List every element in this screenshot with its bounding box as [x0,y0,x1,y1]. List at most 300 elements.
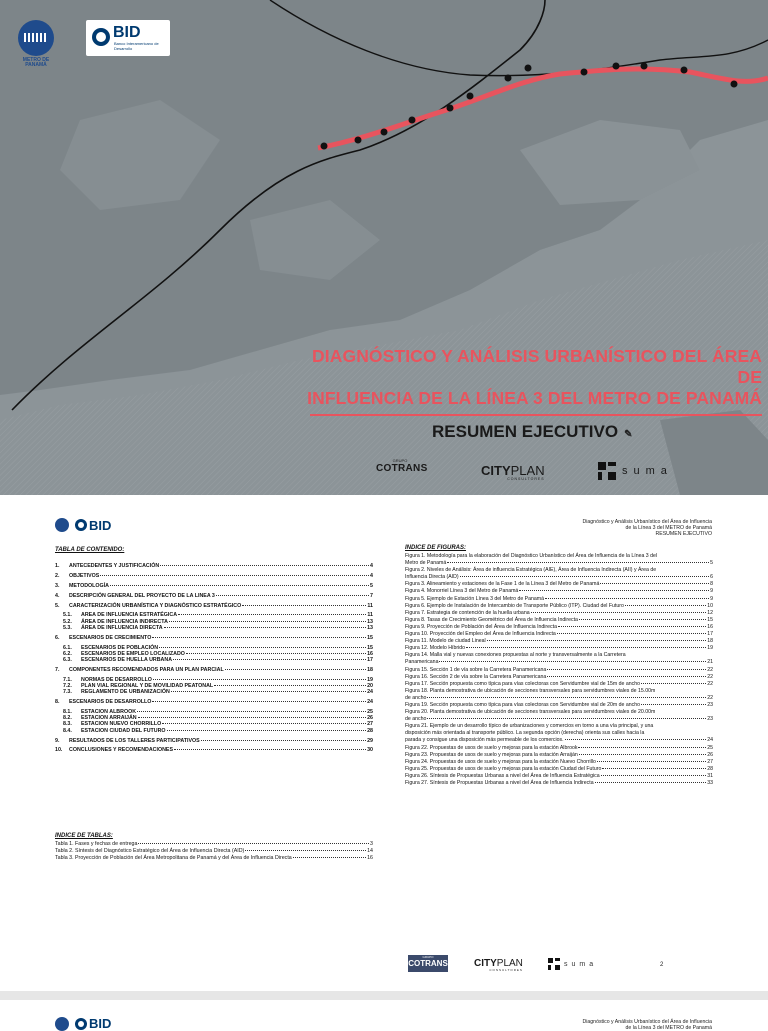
cover-page [0,0,768,495]
figure-entry-label: Figura 16. Sección 2 de vía sobre la Carretera Panamericana [405,673,547,680]
toc-leader-dots [171,691,366,692]
toc-leader-dots [100,575,369,576]
figure-entry-last-line [405,695,713,702]
metro-logo-text: METRO DE PANAMÁ [22,57,50,69]
toc-entry-number: 2. [55,572,60,579]
figure-entry [405,773,713,780]
figure-entry-label: Metro de Panamá [405,560,447,567]
toc-entry-number: 6.1. [63,644,72,651]
figure-entry-label: Figura 7. Estrategia de contención de la huella urbana [405,609,530,616]
toc-entry-label: CARACTERIZACIÓN URBANÍSTICA Y DIAGNÓSTICO ESTRATÉGICO [69,602,242,609]
toc-entry-label: ESTACION ARRAIJÁN [81,715,137,722]
toc-leader-dots [186,653,366,654]
figure-leader-dots [565,739,707,740]
toc-entry-number: 5.1. [63,612,72,619]
cotrans-name: COTRANS [408,959,448,968]
toc-entry-page: 5 [370,582,373,589]
figure-leader-dots [558,626,706,627]
table-entry-label: Tabla 2. Síntesis del Diagnóstico Estratégico del Área de Influencia Directa (AID) [55,848,245,854]
figure-leader-dots [427,697,706,698]
figure-entry [405,674,713,681]
contents-page [0,495,768,991]
figure-entry-last-line [405,631,713,638]
toc-entry-label: ESTACION ALBROOK [81,709,137,716]
cotrans-logo [376,458,428,474]
table-index [55,833,373,862]
figure-leader-dots [447,562,709,563]
figure-entry-last-line [405,773,713,780]
toc-entry-number: 6. [55,634,60,641]
table-entry [55,841,373,848]
figure-leader-dots [597,761,706,762]
toc-entry-page: 11 [367,602,373,609]
figure-entry [405,709,713,723]
figure-entry-page: 10 [707,602,713,609]
toc-entry-label: ÁREA DE INFLUENCIA DIRECTA [81,624,163,631]
station-dot [355,137,362,144]
figure-entry-last-line [405,766,713,773]
running-header-line-1: Diagnóstico y Análisis Urbanístico del Área de Influencia [582,519,712,525]
figure-entry-page: 26 [707,751,713,758]
figure-entry-page: 21 [707,659,713,666]
toc-heading: TABLA DE CONTENIDO: [55,547,125,553]
cityplan-city: CITY [481,463,511,478]
figure-leader-dots [519,590,709,591]
toc-entry-page: 4 [370,572,373,579]
pen-icon: ✎ [624,429,633,440]
toc-entry-page: 25 [367,709,373,716]
figure-entry-page: 8 [710,581,713,588]
toc-entry-page: 24 [367,699,373,706]
toc-entry-label: CONCLUSIONES Y RECOMENDACIONES [69,747,173,754]
toc-entry-label: ANTECEDENTES Y JUSTIFICACIÓN [69,563,160,569]
toc-entry-number: 7.2. [63,683,72,690]
running-header-line-2: de la Línea 3 del METRO de Panamá [625,1025,712,1031]
metro-logo-icon [55,1017,69,1031]
toc-entry-number: 7.3. [63,689,72,696]
table-entry [55,848,373,855]
figure-leader-dots [600,583,709,584]
cityplan-city: CITY [474,958,497,969]
page-header-logos [55,515,111,535]
figure-entry-text: Figura 1. Metodología para la elaboración del Diagnóstico Urbanístico del Área de Influencia de la Línea 3 del [405,553,658,559]
cotrans-name: COTRANS [376,463,428,474]
toc-leader-dots [178,614,366,615]
cityplan-plan: PLAN [510,463,545,478]
figure-entry-last-line [405,659,713,666]
figure-entry-page: 18 [707,638,713,645]
figure-entry-label: Panamericana [405,659,439,666]
figure-entry-label: Figura 3. Alineamiento y estaciones de la Fase 1 de la Línea 3 del Metro de Panamá [405,581,600,588]
table-entry-page: 3 [370,841,373,847]
table-entry-page: 16 [367,855,373,861]
cityplan-tag: CONSULTORES [507,477,545,481]
cover-title-line-1: DIAGNÓSTICO Y ANÁLISIS URBANÍSTICO DEL ÁREA DE [312,346,762,387]
cover-title-line-2: INFLUENCIA DE LA LÍNEA 3 DEL METRO DE PANAMÁ [307,388,762,408]
cotrans-small: GRUPO [392,458,408,463]
figure-entry-last-line [405,638,713,645]
toc-entry-label: PLAN VIAL REGIONAL Y DE MOVILIDAD PEATONAL [81,683,214,690]
figure-entry-last-line [405,737,713,744]
table-entry-label: Tabla 3. Proyección de Población del Área Metropolitana de Panamá y del Área de Influencia Directa [55,855,292,861]
figure-entry-label: de ancho [405,716,427,723]
figure-entry-page: 16 [707,623,713,630]
table-entry-page: 14 [367,848,373,854]
figure-entry [405,610,713,617]
cotrans-small: GRUPO [422,955,434,959]
toc-entry-label: ESCENARIOS DE CRECIMIENTO [69,634,152,641]
running-header-line-1: Diagnóstico y Análisis Urbanístico del Área de Influencia [582,1019,712,1025]
toc-leader-dots [214,685,366,686]
bid-logo-name: BID [89,1016,112,1031]
station-dot [321,143,328,150]
bid-logo [75,1016,111,1031]
figure-entry-last-line [405,645,713,652]
figure-entry [405,688,713,702]
table-leader-dots [293,857,366,858]
figure-entry-text: Figura 18. Planta demostrativa de ubicación de secciones transversales para servidumbres viales de 15.00m [405,687,656,694]
toc-leader-dots [169,621,366,622]
figure-entry-page: 22 [707,666,713,673]
bid-logo-name: BID [89,517,112,533]
figure-leader-dots [466,647,706,648]
figure-leader-dots [641,683,706,684]
station-dot [613,63,620,70]
suma-logo [598,462,673,480]
next-page-top [0,991,768,1031]
figure-entry-page: 22 [707,673,713,680]
toc-leader-dots [159,647,366,648]
running-header [583,1019,712,1031]
figure-entry-label: Figura 19. Sección propuesta como típica para vías colectoras con Servidumbre vial de 20m de ancho [405,701,641,708]
figure-entry-label: Figura 15. Sección 1 de vía sobre la Carretera Panamericana [405,666,547,673]
figure-entry-label: Figura 26. Síntesis de Propuestas Urbanas a nivel del Área de Influencia Estratégica [405,772,600,779]
toc-entry-label: ESCENARIOS DE DESARROLLO [69,699,152,706]
figure-entry-last-line [405,716,713,723]
cityplan-tag: CONSULTORES [489,968,523,972]
figure-leader-dots [602,768,706,769]
toc-entry-label: AREA DE INFLUENCIA ESTRATÉGICA [81,612,178,619]
bid-logo [75,518,111,533]
figure-entry [405,596,713,603]
figure-entry-label: Figura 8. Tasas de Crecimiento Geométrico del Área de Influencia Indirecta [405,616,578,623]
figure-entry-page: 9 [710,588,713,595]
figure-entry-page: 5 [710,560,713,567]
figure-entry-label: Figura 11. Modelo de ciudad Lineal [405,638,486,645]
running-header-line-2: de la Línea 3 del METRO de Panamá [625,525,712,532]
toc-entry-page: 15 [367,644,373,651]
toc-entry-page: 18 [367,666,373,673]
figure-leader-dots [531,612,707,613]
figure-entry-label: Figura 10. Proyección del Empleo del Área de Influencia Indirecta [405,631,556,638]
table-leader-dots [138,843,369,844]
toc-entry-page: 11 [367,612,373,619]
figure-entry [405,631,713,638]
tables-heading: INDICE DE TABLAS: [55,833,113,839]
toc-entry-label: DESCRIPCIÓN GENERAL DEL PROYECTO DE LA LINEA 3 [69,592,215,599]
cover-subtitle [302,422,762,442]
station-dot [581,69,588,76]
figure-entry [405,645,713,652]
toc-entry-label: REGLAMENTO DE URBANIZACIÓN [81,689,170,696]
toc-entry-number: 6.2. [63,650,72,657]
toc-entry-page: 29 [367,737,373,744]
toc-entry-label: RESULTADOS DE LOS TALLERES PARTICIPATIVOS [69,737,200,744]
toc-entry-number: 10. [55,747,63,754]
figure-entry [405,638,713,645]
figure-leader-dots [579,619,706,620]
figure-entry-last-line [405,780,713,787]
toc-leader-dots [201,740,366,741]
figure-index [405,545,713,787]
figure-entry [405,766,713,773]
toc-entry-label: OBJETIVOS [69,572,100,579]
figure-entry-page: 15 [707,616,713,623]
figure-entry-last-line [405,617,713,624]
toc-leader-dots [162,723,366,724]
figure-entry-last-line [405,681,713,688]
toc-entry-number: 1. [55,563,60,569]
toc-entry-page: 7 [370,592,373,599]
figure-leader-dots [439,661,706,662]
figure-entry [405,567,713,581]
figure-entry-text: Figura 21. Ejemplo de un desarrollo típico de urbanizaciones y comercios en torno a una vía principal, y una [405,723,654,730]
page-header-logos [55,1016,111,1031]
figure-entry-page: 23 [707,716,713,723]
toc-entry-number: 8. [55,699,60,706]
figure-entry [405,553,713,567]
figure-entry-page: 27 [707,758,713,765]
toc-entry-label: NORMAS DE DESARROLLO [81,676,152,683]
figure-entry-label: Figura 27. Síntesis de Propuestas Urbanas a nivel del Área de Influencia Indirecta [405,780,594,786]
toc-entry-label: ÁREA DE INFLUENCIA INDIRECTA [81,618,168,625]
cityplan-plan: PLAN [496,958,523,969]
figure-entry [405,624,713,631]
toc-entry-page: 19 [367,676,373,683]
metro-logo [16,20,56,68]
figure-leader-dots [601,775,707,776]
figure-entry [405,745,713,752]
station-dot [505,75,512,82]
bid-logo-icon [75,1018,87,1030]
cotrans-logo [408,955,448,972]
toc-leader-dots [242,605,366,606]
toc-entry-number: 8.1. [63,709,72,716]
table-leader-dots [245,850,366,851]
figures-list [405,553,713,787]
figure-entry-page: 9 [710,595,713,602]
figure-entry-page: 19 [707,645,713,652]
toc-entry-label: COMPONENTES RECOMENDADOS PARA UN PLAN PARCIAL [69,666,224,673]
station-dot [641,63,648,70]
toc-leader-dots [225,669,366,670]
figure-leader-dots [547,669,706,670]
cover-subtitle-text: RESUMEN EJECUTIVO [432,422,619,441]
figure-entry-page: 33 [707,780,713,786]
table-entry [55,855,373,862]
footer-logos [408,955,668,975]
figure-entry-text: Figura 14. Malla vial y nuevas conexiones propuestas al norte y transversalmente a la Carretera [405,652,626,659]
figure-entry-last-line [405,674,713,681]
toc-entry-page: 24 [367,689,373,696]
figure-entry-page: 22 [707,680,713,687]
toc-entry-number: 3. [55,582,60,589]
figure-leader-dots [545,598,709,599]
toc-leader-dots [173,659,366,660]
figure-entry-page: 17 [707,631,713,638]
figure-entry-last-line [405,581,713,588]
bid-logo [86,20,170,56]
figure-entry [405,652,713,666]
figure-entry-last-line [405,603,713,610]
figure-leader-dots [557,633,706,634]
toc-entry-page: 27 [367,721,373,728]
figure-entry-page: 22 [707,694,713,701]
toc-leader-dots [138,717,366,718]
figure-entry-label: parada y consigue una disposición más permeable de los comercios. [405,737,564,744]
figure-entry [405,603,713,610]
figure-entry-text: Figura 20. Planta demostrativa de ubicación de secciones transversales para servidumbres viales de 20.00m [405,709,656,716]
figure-entry-page: 31 [707,772,713,779]
figure-entry [405,588,713,595]
figure-entry-last-line [405,667,713,674]
bid-logo-name: BID [113,24,141,41]
toc-entry-number: 8.2. [63,715,72,722]
station-dot [381,129,388,136]
toc-entry-label: ESCENARIOS DE POBLACIÓN [81,644,159,651]
cityplan-logo [474,958,523,972]
figure-leader-dots [625,605,706,606]
toc-entry-page: 26 [367,715,373,722]
figure-entry-last-line [405,624,713,631]
bid-logo-icon [75,519,87,531]
station-dot [409,117,416,124]
figure-entry [405,759,713,766]
table-of-contents [55,547,373,754]
suma-word: suma [564,960,598,968]
figure-entry-label: Figura 24. Propuestas de usos de suelo y mejoras para la estación Nuevo Chorrillo [405,758,596,765]
figure-entry-last-line [405,759,713,766]
toc-entry [55,747,373,753]
bid-logo-icon [92,28,110,46]
suma-logo [548,958,597,970]
figure-entry-label: de ancho [405,694,427,701]
toc-entry-label: METODOLOGÍA [69,582,109,589]
figure-entry-text: disposición más orientada al transporte público. La segunda opción (derecha) orienta sus calles hacia la [405,730,645,737]
toc-entry-number: 8.3. [63,721,72,728]
figure-entry [405,667,713,674]
cityplan-logo [481,463,545,481]
toc-entry-number: 7.1. [63,676,72,683]
figure-entry [405,617,713,624]
figure-leader-dots [595,782,707,783]
figure-entry [405,780,713,787]
toc-entry-page: 28 [367,727,373,734]
toc-leader-dots [152,637,366,638]
figure-entry-last-line [405,610,713,617]
cover-title-block [302,346,762,442]
toc-entry-number: 4. [55,592,60,599]
running-header-line-3: RESUMEN EJECUTIVO [655,531,712,538]
figure-entry-label: Figura 5. Ejemplo de Estación Línea 3 del Metro de Panamá [405,595,544,602]
figure-leader-dots [579,754,706,755]
toc-entry-page: 4 [370,563,373,569]
suma-mark-icon [598,462,616,480]
station-dot [681,67,688,74]
toc-leader-dots [110,585,369,586]
toc-entry-number: 6.3. [63,657,72,664]
toc-entry-number: 5.2. [63,618,72,625]
toc-entry-number: 5.3. [63,624,72,631]
toc-leader-dots [174,749,366,750]
figure-entry [405,702,713,709]
figure-entry [405,581,713,588]
suma-mark-icon [548,958,560,970]
toc-entry-page: 17 [367,657,373,664]
station-dot [525,65,532,72]
figure-entry-page: 24 [707,737,713,744]
figure-entry-last-line [405,588,713,595]
figure-entry-page: 25 [707,744,713,751]
figure-leader-dots [427,718,706,719]
figure-entry-last-line [405,752,713,759]
toc-entry-label: ESCENARIOS DE EMPLEO LOCALIZADO [81,650,185,657]
suma-word: suma [622,465,673,477]
toc-leader-dots [216,595,369,596]
figure-entry-label: Influencia Directa (AID) [405,574,459,581]
figure-entry-label: Figura 17. Sección propuesta como típica para vías colectoras con Servidumbre vial de 15m de ancho [405,680,641,687]
figure-entry-page: 28 [707,765,713,772]
toc-list [55,563,373,754]
figure-entry [405,723,713,744]
figure-entry-label: Figura 25. Propuestas de usos de suelo y mejoras para la estación Ciudad del Futuro [405,765,602,772]
figure-leader-dots [578,747,706,748]
toc-leader-dots [167,730,367,731]
figure-entry [405,681,713,688]
toc-entry-page: 13 [367,618,373,625]
toc-entry-page: 13 [367,624,373,631]
figures-heading: INDICE DE FIGURAS: [405,545,467,551]
station-dot [467,93,474,100]
metro-logo-icon [55,518,69,532]
toc-entry-label: ESCENARIOS DE HUELLA URBANA [81,657,173,664]
figure-entry-label: Figura 23. Propuestas de usos de suelo y mejoras para la estación Arraiján [405,751,578,758]
toc-entry-page: 15 [367,634,373,641]
figure-leader-dots [487,640,707,641]
toc-leader-dots [152,701,366,702]
toc-entry-number: 9. [55,737,60,744]
toc-entry-number: 5. [55,602,60,609]
figure-entry-page: 23 [707,701,713,708]
toc-entry-page: 20 [367,683,373,690]
table-entry-label: Tabla 1. Fases y fechas de entrega [55,841,138,847]
figure-entry [405,752,713,759]
toc-entry-page: 30 [367,747,373,754]
figure-leader-dots [641,704,706,705]
toc-leader-dots [160,565,369,566]
figure-entry-page: 12 [707,609,713,616]
figure-entry-page: 6 [710,574,713,581]
toc-entry-label: ESTACION NUEVO CHORRILLO [81,721,162,728]
page-number: 2 [660,962,664,968]
figure-entry-label: Figura 4. Monorriel Línea 3 del Metro de Panamá [405,588,519,595]
running-header [583,519,712,538]
figure-entry-label: Figura 9. Proyección de Población del Área de Influencia Indirecta [405,623,557,630]
figure-leader-dots [547,676,706,677]
figure-entry-label: Figura 6. Ejemplo de Instalación de Intercambio de Transporte Público (ITP). Ciudad del Futuro [405,602,624,609]
toc-entry-number: 7. [55,666,60,673]
toc-entry-page: 16 [367,650,373,657]
